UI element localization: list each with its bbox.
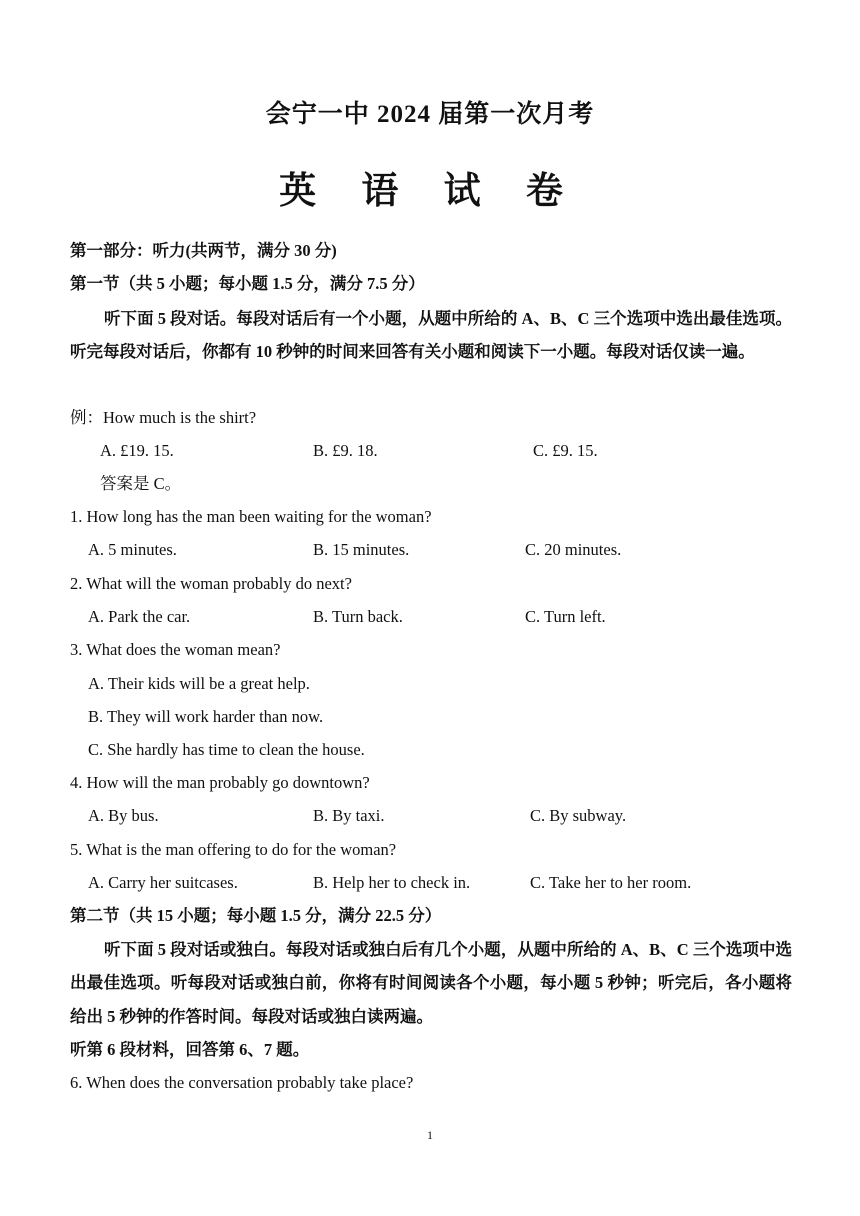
q5-option-b: B. Help her to check in. [313, 873, 471, 892]
example-question: 例：How much is the shirt? [70, 408, 257, 427]
question-2: 2. What will the woman probably do next? [70, 574, 352, 593]
q2-option-c: C. Turn left. [525, 607, 606, 626]
question-1: 1. How long has the man been waiting for the woman? [70, 507, 432, 526]
school-title: 会宁一中 2024 届第一次月考 [265, 101, 595, 128]
part1-heading: 第一部分：听力(共两节，满分 30 分) [70, 241, 337, 260]
q2-option-a: A. Park the car. [88, 607, 191, 626]
section1-heading: 第一节（共 5 小题；每小题 1.5 分，满分 7.5 分） [70, 274, 425, 293]
question-5: 5. What is the man offering to do for the woman? [70, 840, 397, 859]
q1-option-a: A. 5 minutes. [88, 540, 177, 559]
example-option-a: A. £19. 15. [100, 441, 174, 460]
q3-option-c: C. She hardly has time to clean the house. [88, 740, 365, 759]
q4-option-a: A. By bus. [88, 806, 159, 825]
q4-option-b: B. By taxi. [313, 806, 385, 825]
q4-option-c: C. By subway. [530, 806, 627, 825]
q3-option-b: B. They will work harder than now. [88, 707, 324, 726]
q5-option-c: C. Take her to her room. [530, 873, 692, 892]
q2-option-b: B. Turn back. [313, 607, 403, 626]
q3-option-a: A. Their kids will be a great help. [88, 674, 310, 693]
q5-option-a: A. Carry her suitcases. [88, 873, 238, 892]
example-option-b: B. £9. 18. [313, 441, 378, 460]
section1-instructions: 听下面 5 段对话。每段对话后有一个小题，从题中所给的 A、B、C 三个选项中选出最佳选项。听完每段对话后，你都有 10 秒钟的时间来回答有关小题和阅读下一小题。每段对话仅读一遍。 [70, 309, 792, 362]
page-number: 1 [427, 1128, 433, 1142]
question-6: 6. When does the conversation probably take place? [70, 1073, 414, 1092]
section2-instructions: 听下面 5 段对话或独白。每段对话或独白后有几个小题，从题中所给的 A、B、C 三个选项中选出最佳选项。听每段对话或独白前，你将有时间阅读各个小题，每小题 5 秒钟；听完后，各小题将给出 5 秒钟的作答时间。每段对话或独白读两遍。 [70, 940, 792, 1026]
subject-title: 英 语 试 卷 [279, 171, 581, 212]
question-3: 3. What does the woman mean? [70, 640, 281, 659]
section2-heading: 第二节（共 15 小题；每小题 1.5 分，满分 22.5 分） [70, 906, 442, 925]
question-4: 4. How will the man probably go downtown? [70, 773, 370, 792]
material6-heading: 听第 6 段材料，回答第 6、7 题。 [70, 1040, 310, 1059]
q1-option-b: B. 15 minutes. [313, 540, 410, 559]
example-answer: 答案是 C。 [100, 474, 182, 493]
example-option-c: C. £9. 15. [533, 441, 598, 460]
q1-option-c: C. 20 minutes. [525, 540, 622, 559]
